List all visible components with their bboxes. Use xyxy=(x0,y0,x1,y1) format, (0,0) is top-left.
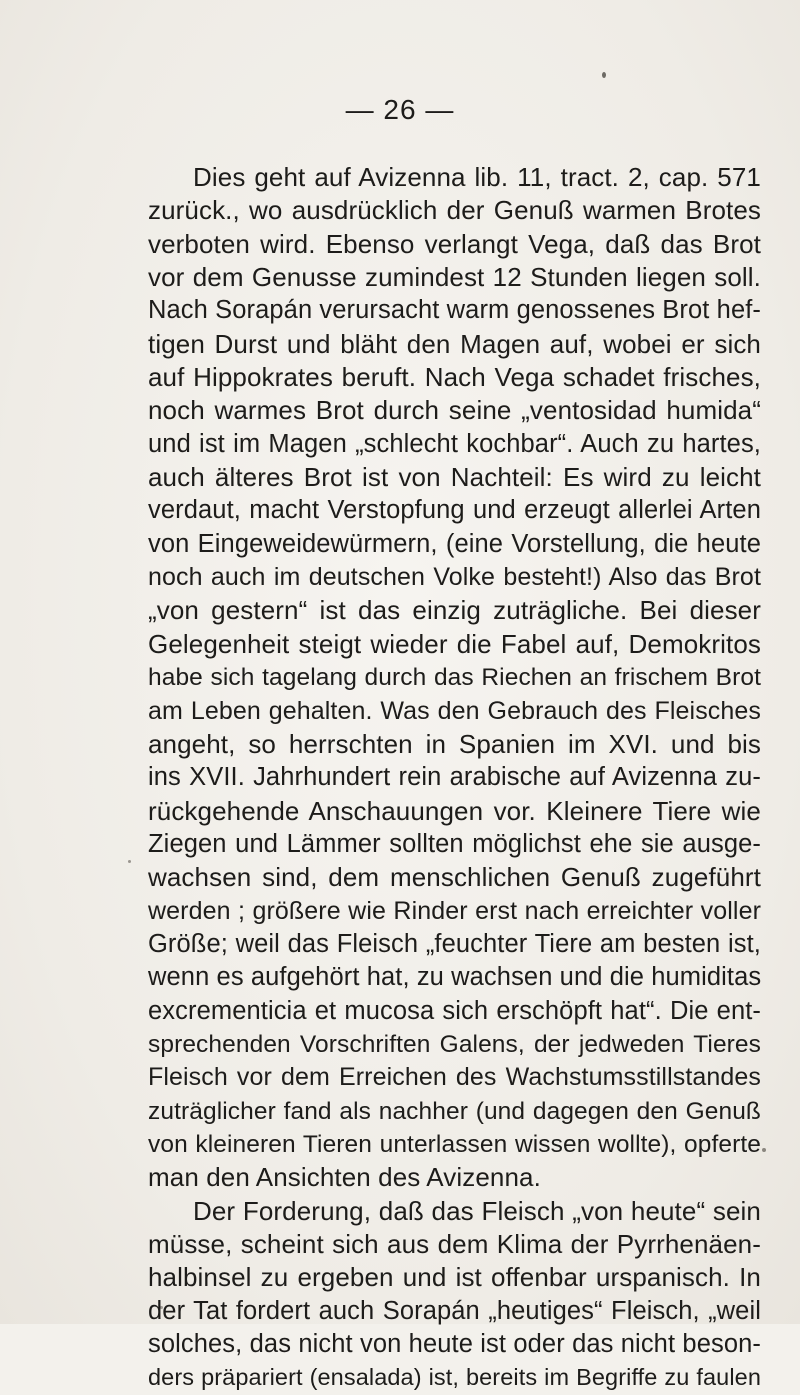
text-line: ins XVII. Jahrhundert rein arabische auf Avizenna zu- xyxy=(148,763,761,792)
ink-speck xyxy=(128,860,131,863)
page-number: — 26 — xyxy=(345,94,455,125)
text-line: und ist im Magen „schlecht kochbar“. Auch zu hartes, xyxy=(148,429,761,458)
text-line: Nach Sorapán verursacht warm genossenes Brot hef- xyxy=(148,296,761,325)
text-line: von Eingeweidewürmern, (eine Vorstellung, die heute xyxy=(148,529,761,558)
text-line: noch warmes Brot durch seine „ventosidad humida“ xyxy=(148,395,761,426)
text-line: tigen Durst und bläht den Magen auf, wobei er sich xyxy=(148,328,761,359)
text-line: verboten wird. Ebenso verlangt Vega, daß das Brot xyxy=(148,228,761,259)
text-line: sprechenden Vorschriften Galens, der jedweden Tieres xyxy=(148,1030,761,1058)
text-line: Der Forderung, daß das Fleisch „von heute“ sein xyxy=(193,1195,761,1226)
text-line: Größe; weil das Fleisch „feuchter Tiere am besten ist, xyxy=(148,929,761,958)
text-line: werden ; größere wie Rinder erst nach erreichter voller xyxy=(148,896,761,925)
text-line: verdaut, macht Verstopfung und erzeugt allerlei Arten xyxy=(148,496,761,525)
text-line: excrementicia et mucosa sich erschöpft hat“. Die ent- xyxy=(148,996,761,1025)
text-line: wachsen sind, dem menschlichen Genuß zugeführt xyxy=(148,862,761,893)
text-line: am Leben gehalten. Was den Gebrauch des Fleisches xyxy=(148,696,761,725)
text-line: der Tat fordert auch Sorapán „heutiges“ Fleisch, „weil xyxy=(148,1296,761,1325)
body-text xyxy=(148,161,761,1395)
text-line: Ziegen und Lämmer sollten möglichst ehe sie ausge- xyxy=(148,829,761,858)
text-line: Gelegenheit steigt wieder die Fabel auf, Demokritos xyxy=(148,628,761,659)
text-line: noch auch im deutschen Volke besteht!) Also das Brot xyxy=(148,563,761,592)
text-line: habe sich tagelang durch das Riechen an frischem Brot xyxy=(148,664,761,692)
text-line: Dies geht auf Avizenna lib. 11, tract. 2, cap. 571 xyxy=(193,162,761,192)
text-line: zurück., wo ausdrücklich der Genuß warmen Brotes xyxy=(148,195,761,226)
text-line: wenn es aufgehört hat, zu wachsen und die humiditas xyxy=(148,963,762,992)
text-line: auf Hippokrates beruft. Nach Vega schadet frisches, xyxy=(148,362,761,393)
text-line: vor dem Genusse zumindest 12 Stunden liegen soll. xyxy=(148,262,761,293)
text-line: rückgehende Anschauungen vor. Kleinere Tiere wie xyxy=(148,795,761,826)
ink-speck xyxy=(602,72,606,78)
text-line: Fleisch vor dem Erreichen des Wachstumsstillstandes xyxy=(148,1063,761,1092)
text-line: solches, das nicht von heute ist oder das nicht beson- xyxy=(148,1330,761,1359)
ink-speck xyxy=(762,1148,766,1152)
text-line: „von gestern“ ist das einzig zuträgliche. Bei dieser xyxy=(148,595,761,626)
text-line: müsse, scheint sich aus dem Klima der Pyrrhenäen- xyxy=(148,1229,761,1259)
text-line: halbinsel zu ergeben und ist offenbar urspanisch. In xyxy=(148,1262,761,1293)
text-line: von kleineren Tieren unterlassen wissen wollte), opferte xyxy=(148,1130,761,1158)
text-line: zuträglicher fand als nachher (und dagegen den Genuß xyxy=(148,1097,761,1125)
text-line: auch älteres Brot ist von Nachteil: Es wird zu leicht xyxy=(148,462,761,493)
text-line: man den Ansichten des Avizenna. xyxy=(148,1162,541,1193)
text-line: ders präpariert (ensalada) ist, bereits im Begriffe zu faulen xyxy=(148,1364,761,1391)
text-line: angeht, so herrschten in Spanien im XVI. und bis xyxy=(148,728,761,759)
